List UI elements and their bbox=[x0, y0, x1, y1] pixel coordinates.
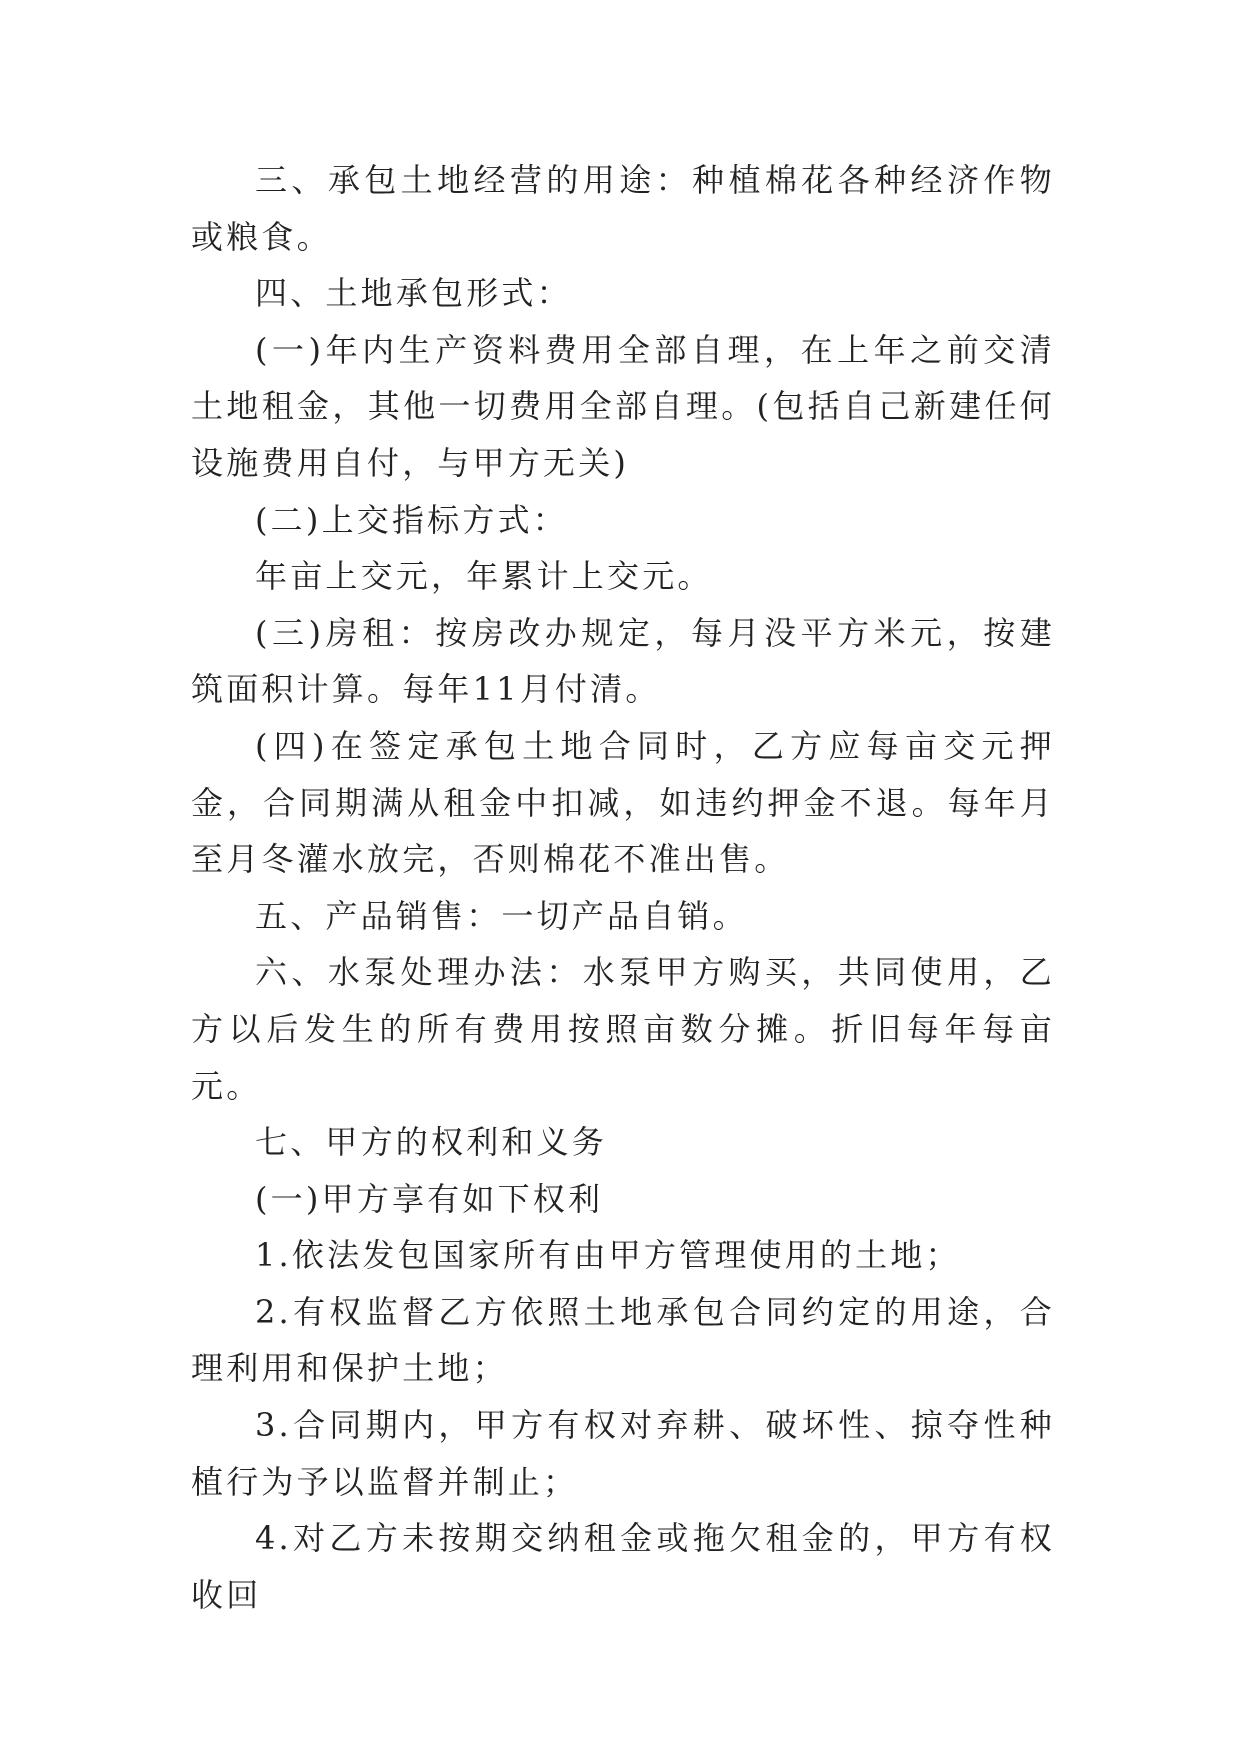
paragraph-right-2: 2.有权监督乙方依照土地承包合同约定的用途，合理利用和保护土地； bbox=[191, 1292, 1055, 1388]
paragraph-water-pump: 六、水泵处理办法：水泵甲方购买，共同使用，乙方以后发生的所有费用按照亩数分摊。折旧每年每亩元。 bbox=[191, 953, 1055, 1105]
paragraph-party-a-rights-subheading: (一)甲方享有如下权利 bbox=[255, 1179, 604, 1218]
paragraph-quota-amount: 年亩上交元，年累计上交元。 bbox=[255, 557, 713, 596]
paragraph-contract-form-heading: 四、土地承包形式： bbox=[255, 274, 572, 313]
paragraph-right-3: 3.合同期内，甲方有权对弃耕、破坏性、掠夺性种植行为予以监督并制止； bbox=[191, 1406, 1055, 1501]
document-body bbox=[191, 152, 1055, 1623]
paragraph-right-1: 1.依法发包国家所有由甲方管理使用的土地； bbox=[255, 1236, 961, 1275]
paragraph-party-a-rights-heading: 七、甲方的权利和义务 bbox=[255, 1123, 608, 1162]
paragraph-right-4: 4.对乙方未按期交纳租金或拖欠租金的，甲方有权收回 bbox=[191, 1519, 1055, 1614]
paragraph-item-3-rent: (三)房租：按房改办规定，每月没平方米元，按建筑面积计算。每年11月付清。 bbox=[191, 613, 1055, 709]
paragraph-item-4-deposit: (四)在签定承包土地合同时，乙方应每亩交元押金，合同期满从租金中扣减，如违约押金不退。每年月至月冬灌水放完，否则棉花不准出售。 bbox=[191, 726, 1055, 879]
paragraph-item-1-costs: (一)年内生产资料费用全部自理，在上年之前交清土地租金，其他一切费用全部自理。(包括自己新建任何设施费用自付，与甲方无关) bbox=[191, 330, 1055, 482]
paragraph-item-2-quota: (二)上交指标方式： bbox=[255, 500, 568, 539]
paragraph-product-sales: 五、产品销售：一切产品自销。 bbox=[255, 896, 748, 935]
paragraph-land-use: 三、承包土地经营的用途：种植棉花各种经济作物或粮食。 bbox=[191, 161, 1055, 256]
